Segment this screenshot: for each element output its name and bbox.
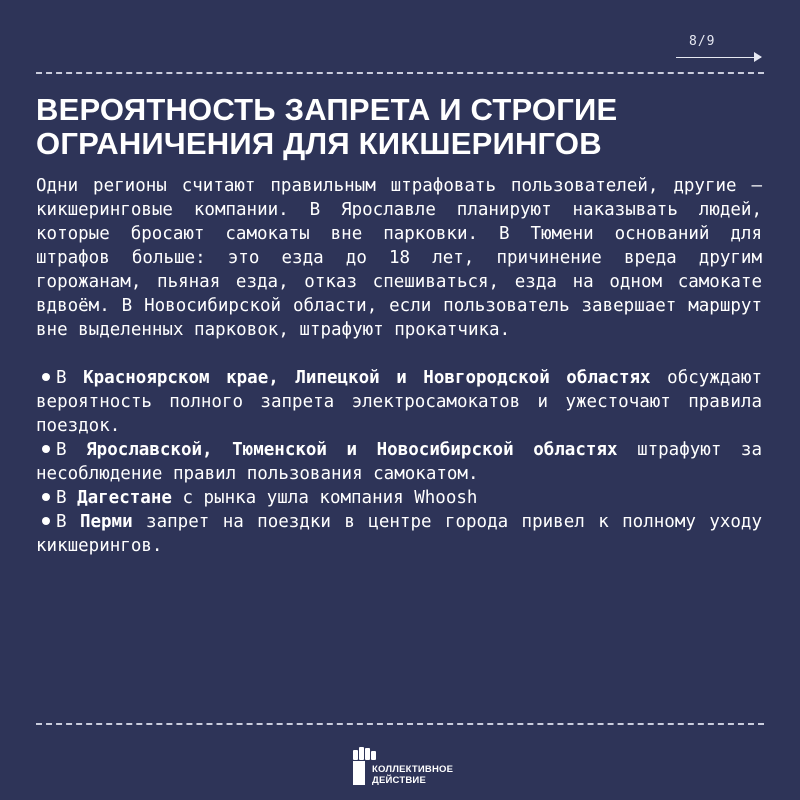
- title-line-1: ВЕРОЯТНОСТЬ ЗАПРЕТА И СТРОГИЕ: [36, 92, 618, 127]
- item-text: штрафуют за несоблюдение правил пользования самокатом.: [36, 440, 762, 484]
- top-divider: [36, 72, 764, 74]
- list-item: [36, 510, 762, 558]
- item-text: с рынка ушла компания Whoosh: [171, 488, 478, 508]
- item-text: запрет на поездки в центре города привел к полному уходу кикшерингов.: [36, 512, 762, 556]
- bullet-icon: [42, 373, 50, 381]
- page-title: [36, 93, 766, 161]
- item-highlight: Красноярском крае, Липецкой и Новгородской областях: [83, 368, 651, 388]
- item-prefix: В: [56, 488, 78, 508]
- arrow-line: [676, 57, 761, 58]
- bottom-divider: [36, 723, 764, 725]
- item-prefix: В: [56, 368, 84, 388]
- logo-line-2: ДЕЙСТВИЕ: [372, 775, 426, 786]
- list-item: [36, 486, 762, 510]
- item-highlight: Дагестане: [77, 488, 172, 508]
- title-line-2: ОГРАНИЧЕНИЯ ДЛЯ КИКШЕРИНГОВ: [36, 126, 602, 161]
- item-prefix: В: [56, 512, 80, 532]
- bullet-icon: [42, 517, 50, 525]
- logo-line-1: КОЛЛЕКТИВНОЕ: [372, 764, 454, 775]
- page-number: 8/9: [689, 34, 716, 49]
- list-item: [36, 366, 762, 438]
- list-item: [36, 438, 762, 486]
- item-prefix: В: [56, 440, 87, 460]
- item-highlight: Перми: [79, 512, 133, 532]
- body-text: [36, 174, 762, 558]
- intro-paragraph: Одни регионы считают правильным штрафовать пользователей, другие — кикшеринговые компании. В Ярославле планируют наказывать людей, которые бросают самокаты вне парковки. В Тюмени оснований для штрафов больше: это езда до 18 лет, причинение вреда другим горожанам, пьяная езда, отказ спешиваться, езда на одном самокате вдвоём. В Новосибирской области, если пользователь завершает маршрут вне выделенных парковок, штрафуют прокатчика.: [36, 176, 762, 340]
- item-text: обсуждают вероятность полного запрета электросамокатов и ужесточают правила поездок.: [36, 368, 762, 436]
- bullet-icon: [42, 493, 50, 501]
- arrow-right-icon: [754, 52, 762, 62]
- logo: [352, 742, 452, 790]
- bullet-list: [36, 366, 762, 558]
- bullet-icon: [42, 445, 50, 453]
- item-highlight: Ярославской, Тюменской и Новосибирской областях: [86, 440, 618, 460]
- logo-text: [372, 764, 453, 786]
